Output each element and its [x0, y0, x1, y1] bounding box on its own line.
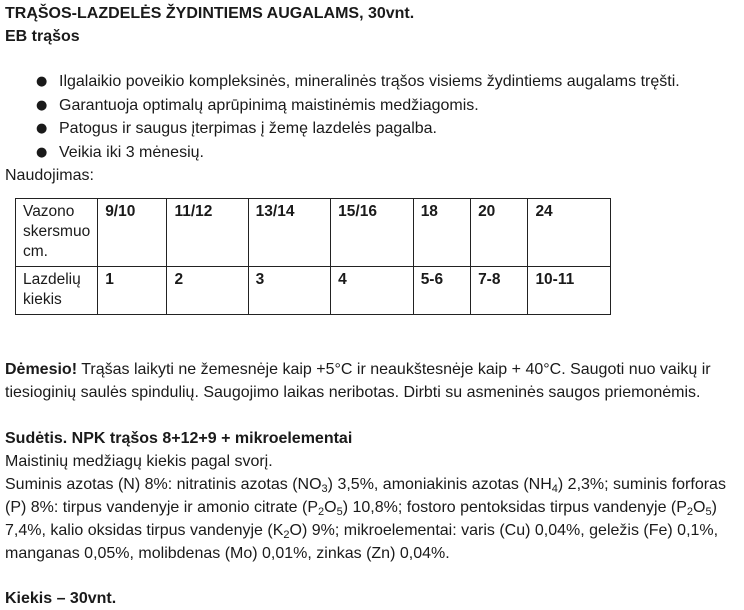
subscript: 2 [686, 506, 694, 518]
stick-count-cell: 3 [248, 267, 331, 315]
table-row-pot-size [16, 199, 611, 267]
product-subtitle: EB trąšos [5, 28, 80, 45]
composition-text: ) 7,4%, kalio oksidas tirpus vandenyje (K [5, 499, 717, 539]
subscript: 3 [321, 483, 328, 495]
table-row-stick-count [16, 267, 611, 315]
composition-heading: Sudėtis. NPK trąšos 8+12+9 + mikroelementai [5, 430, 353, 447]
feature-text: Garantuoja optimalų aprūpinimą maistinėmis medžiagomis. [59, 96, 479, 114]
bullet-icon: ● [36, 97, 48, 113]
composition-text: O) 9%; mikroelementai: varis (Cu) 0,04%, geležis (Fe) 0,1%, manganas 0,05%, molibdenas (Mo) 0,01%, zinkas (Zn) 0,04%. [5, 522, 719, 562]
subscript: 5 [705, 506, 712, 518]
quantity-line: Kiekis – 30vnt. [5, 590, 117, 607]
stick-count-cell: 4 [331, 267, 414, 315]
feature-item [5, 70, 741, 94]
usage-table [15, 198, 611, 315]
pot-size-cell: 24 [528, 199, 611, 267]
warning-label: Dėmesio! [5, 361, 78, 378]
pot-size-cell: 13/14 [248, 199, 331, 267]
warning-paragraph [5, 358, 743, 404]
stick-count-cell: 10-11 [528, 267, 611, 315]
feature-list [5, 70, 741, 164]
pot-size-cell: 11/12 [167, 199, 248, 267]
stick-count-cell: 5-6 [413, 267, 470, 315]
subscript: 2 [283, 529, 290, 541]
stick-count-cell: 2 [167, 267, 248, 315]
composition-intro: Maistinių medžiagų kiekis pagal svorį. [5, 453, 273, 470]
row-header-stick-count: Lazdelių kiekis [16, 267, 98, 315]
pot-size-cell: 15/16 [331, 199, 414, 267]
composition-text: ) 3,5%, amoniakinis azotas (NH [327, 476, 552, 493]
bullet-icon: ● [36, 144, 48, 160]
feature-item [5, 117, 741, 141]
feature-text: Ilgalaikio poveikio kompleksinės, mineralinės trąšos visiems žydintiems augalams tręšti. [59, 73, 680, 90]
pot-size-cell: 9/10 [98, 199, 167, 267]
stick-count-cell: 7-8 [471, 267, 528, 315]
subscript: 2 [318, 506, 325, 518]
composition-text: ) 2,3%; suminis forforas (P) 8%: tirpus vandenyje ir amonio citrate (P [5, 476, 726, 516]
stick-count-cell: 1 [98, 267, 167, 315]
feature-item [5, 94, 741, 118]
feature-item [5, 141, 741, 165]
product-title: TRĄŠOS-LAZDELĖS ŽYDINTIEMS AUGALAMS, 30vnt. [5, 5, 415, 22]
pot-size-cell: 20 [471, 199, 528, 267]
composition-details [5, 473, 743, 565]
product-document [5, 0, 741, 610]
feature-text: Veikia iki 3 mėnesių. [59, 143, 204, 161]
subscript: 4 [551, 483, 558, 495]
pot-size-cell: 18 [413, 199, 470, 267]
composition-text: O [693, 499, 706, 516]
feature-text: Patogus ir saugus įterpimas į žemę lazdelės pagalba. [59, 120, 437, 137]
subscript: 5 [336, 506, 343, 518]
composition-text: ) 10,8%; fostoro pentoksidas tirpus vandenyje (P [342, 499, 687, 516]
usage-label: Naudojimas: [5, 167, 94, 184]
bullet-icon: ● [36, 121, 48, 136]
bullet-icon: ● [36, 74, 48, 89]
composition-section [5, 427, 741, 565]
composition-text: O [324, 499, 337, 516]
composition-text: Suminis azotas (N) 8%: nitratinis azotas (NO [5, 476, 322, 493]
row-header-pot-size: Vazono skersmuo cm. [16, 199, 98, 267]
warning-text: Trąšas laikyti ne žemesnėje kaip +5°C ir neaukštesnėje kaip + 40°C. Saugoti nuo vaikų ir tiesioginių saulės spindulių. Saugojimo laikas neribotas. Dirbti su asmeninės saugos priemonėmis. [5, 361, 711, 401]
